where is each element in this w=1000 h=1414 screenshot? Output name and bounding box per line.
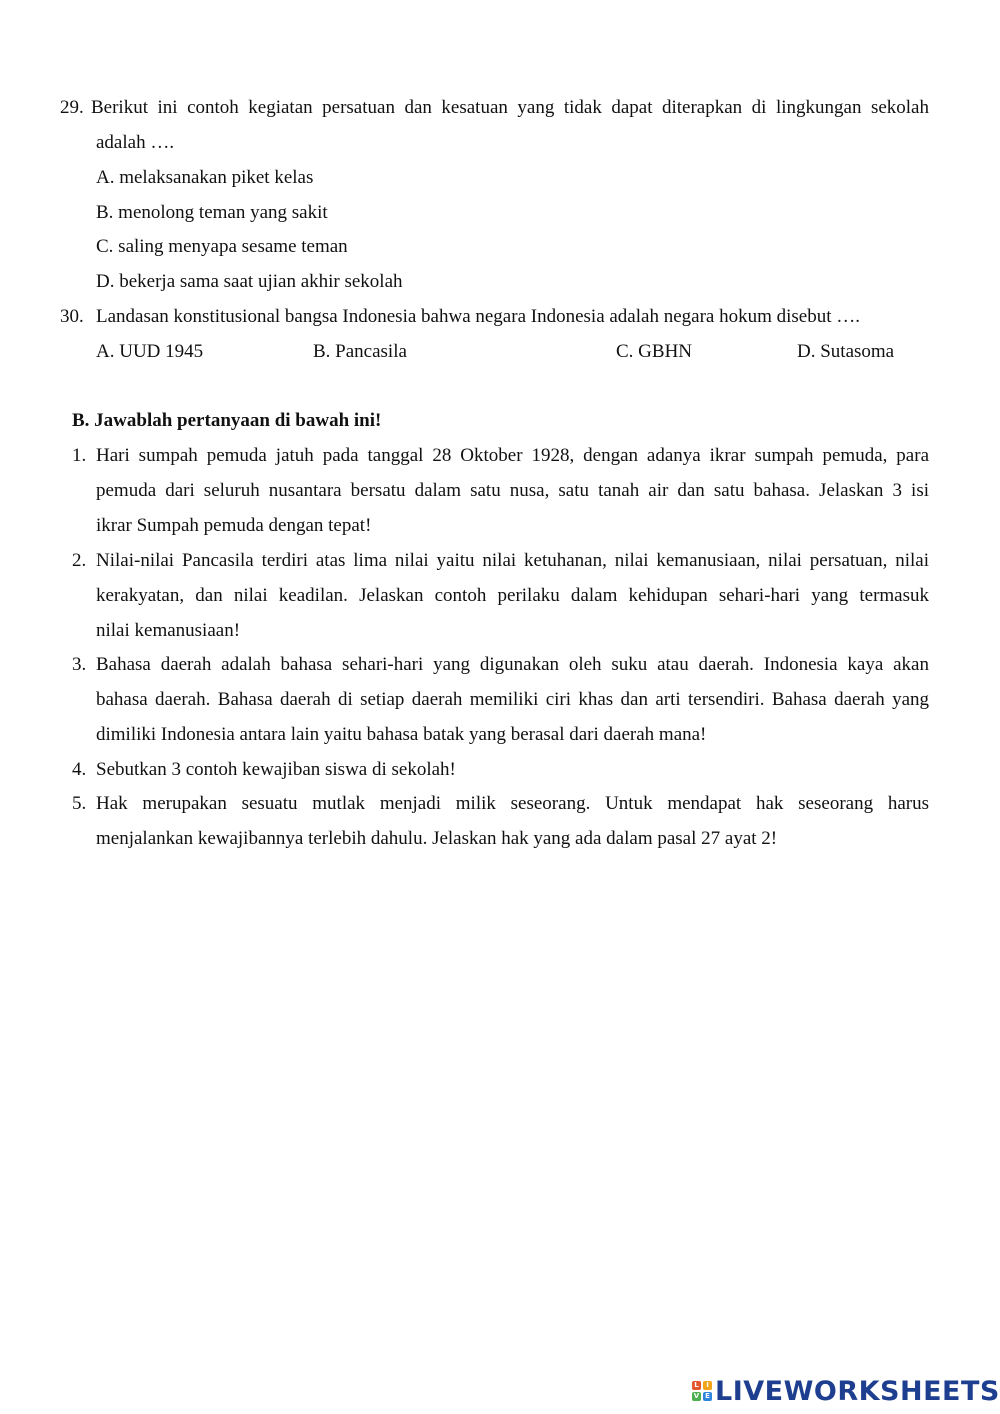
section-b-heading: B. Jawablah pertanyaan di bawah ini!: [72, 410, 382, 431]
question-29-option-a: A. melaksanakan piket kelas: [96, 167, 314, 188]
essay-1-line1: Hari sumpah pemuda jatuh pada tanggal 28 Oktober 1928, dengan adanya ikrar sumpah pemuda, para: [96, 445, 929, 466]
essay-2-number: 2.: [72, 550, 87, 571]
question-29-text-line1: Berikut ini contoh kegiatan persatuan dan kesatuan yang tidak dapat diterapkan di lingkungan sekolah: [91, 97, 929, 118]
question-30-number: 30.: [60, 306, 84, 327]
question-29-option-d: D. bekerja sama saat ujian akhir sekolah: [96, 271, 403, 292]
essay-4-number: 4.: [72, 759, 87, 780]
liveworksheets-logo-icon: [692, 1381, 712, 1401]
essay-1-line3: ikrar Sumpah pemuda dengan tepat!: [96, 515, 372, 536]
logo-tile-e: E: [703, 1392, 712, 1401]
essay-4-line1: Sebutkan 3 contoh kewajiban siswa di sekolah!: [96, 759, 456, 780]
essay-3-number: 3.: [72, 654, 87, 675]
essay-3-line3: dimiliki Indonesia antara lain yaitu bahasa batak yang berasal dari daerah mana!: [96, 724, 707, 745]
liveworksheets-logo-text: LIVEWORKSHEETS: [715, 1375, 1000, 1407]
question-30-text: Landasan konstitusional bangsa Indonesia bahwa negara Indonesia adalah negara hokum disebut ….: [96, 306, 860, 327]
question-29-option-b: B. menolong teman yang sakit: [96, 202, 328, 223]
essay-1-line2: pemuda dari seluruh nusantara bersatu dalam satu nusa, satu tanah air dan satu bahasa. Jelaskan 3 isi: [96, 480, 929, 501]
logo-tile-v: V: [693, 1392, 700, 1400]
question-29-option-c: C. saling menyapa sesame teman: [96, 236, 348, 257]
liveworksheets-logo: [692, 1375, 1000, 1407]
question-29-number: 29.: [60, 97, 84, 118]
essay-2-line1: Nilai-nilai Pancasila terdiri atas lima nilai yaitu nilai ketuhanan, nilai kemanusiaan, nilai persatuan, nilai: [96, 550, 929, 571]
essay-3-line1: Bahasa daerah adalah bahasa sehari-hari yang digunakan oleh suku atau daerah. Indonesia kaya akan: [96, 654, 929, 675]
question-30-option-c: C. GBHN: [616, 341, 693, 362]
essay-5-line1: Hak merupakan sesuatu mutlak menjadi milik seseorang. Untuk mendapat hak seseorang harus: [96, 793, 929, 814]
logo-tile-l: L: [692, 1381, 701, 1390]
logo-tile-i: I: [703, 1381, 712, 1390]
question-30-option-d: D. Sutasoma: [797, 341, 895, 362]
essay-2-line3: nilai kemanusiaan!: [96, 620, 241, 641]
essay-2-line2: kerakyatan, dan nilai keadilan. Jelaskan contoh perilaku dalam kehidupan sehari-hari yang termasuk: [96, 585, 929, 606]
essay-3-line2: bahasa daerah. Bahasa daerah di setiap daerah memiliki ciri khas dan arti tersendiri. Bahasa daerah yang: [96, 689, 929, 710]
essay-1-number: 1.: [72, 445, 87, 466]
question-29-text-line2: adalah ….: [96, 132, 175, 153]
question-30-option-b: B. Pancasila: [313, 341, 407, 362]
question-30-option-a: A. UUD 1945: [96, 341, 204, 362]
essay-5-number: 5.: [72, 793, 87, 814]
essay-5-line2: menjalankan kewajibannya terlebih dahulu. Jelaskan hak yang ada dalam pasal 27 ayat 2!: [96, 828, 778, 849]
